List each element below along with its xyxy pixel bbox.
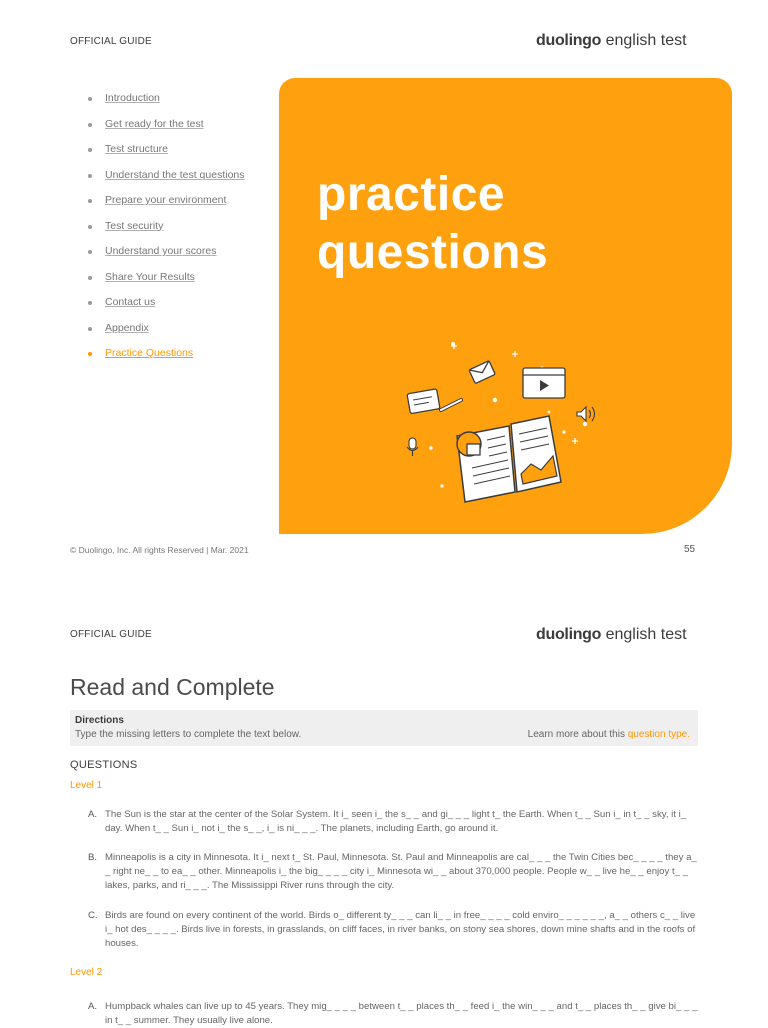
toc-item-test-security[interactable]	[88, 220, 245, 246]
toc-item-understand-scores[interactable]	[88, 245, 245, 271]
table-of-contents	[88, 92, 245, 373]
question-item	[88, 909, 700, 951]
level-1-heading: Level 1	[70, 780, 103, 791]
toc-link[interactable]: Understand your scores	[105, 245, 217, 257]
question-letter: A.	[88, 809, 98, 820]
question-item	[88, 851, 700, 893]
duolingo-logo	[536, 32, 687, 50]
toc-link[interactable]: Test security	[105, 219, 164, 232]
logo-rest-text: english test	[605, 626, 687, 643]
toc-link-active[interactable]: Practice Questions	[105, 347, 194, 359]
logo-rest-text: english test	[605, 32, 687, 49]
question-text: Birds are found on every continent of the world. Birds o_ different ty_ _ _ can li_ _ in free_ _ _ _ cold enviro_ _ _ _ _ _, a_ _ others c_ _ live i_ hot des_ _ _ _. Birds live in forests, in grasslands, on cliff faces, in river banks, on stony sea shores, down mine shafts and in the roofs of houses.	[105, 910, 696, 949]
toc-link[interactable]: Test structure	[105, 143, 169, 155]
toc-item-get-ready[interactable]	[88, 118, 245, 144]
toc-item-introduction[interactable]	[88, 92, 245, 118]
toc-item-understand-questions[interactable]	[88, 169, 245, 195]
question-text: The Sun is the star at the center of the Solar System. It i_ seen i_ the s_ _ and gi_ _ _ light t_ the Earth. When t_ _ Sun i_ in t_ _ sky, it i_ day. When t_ _ Sun i_ not i_ the s_ _, i_ is ni_ _ _. The planets, including Earth, go around it.	[105, 809, 687, 834]
directions-text: Type the missing letters to complete the text below.	[75, 729, 302, 740]
toc-link[interactable]: Contact us	[105, 296, 156, 308]
question-text: Humpback whales can live up to 45 years. They mig_ _ _ _ between t_ _ places th_ _ feed i_ the win_ _ _ and t_ _ places th_ _ give bi_ _ _ in t_ _ summer. They usually live alone.	[105, 1001, 698, 1026]
toc-item-prepare-environment[interactable]	[88, 194, 245, 220]
question-type-link[interactable]: question type.	[627, 729, 690, 740]
question-letter: A.	[88, 1001, 98, 1012]
level-2-heading: Level 2	[70, 967, 103, 978]
toc-link[interactable]: Understand the test questions	[105, 168, 245, 181]
question-text: Minneapolis is a city in Minnesota. It i_ next t_ St. Paul, Minnesota. St. Paul and Minneapolis are cal_ _ _ the Twin Cities bec_ _ _ _ they a_ _ right ne_ _ to ea_ _ other. Minneapolis i_ the big_ _ _ _ city i_ Minnesota wi_ _ about 370,000 people. People w_ _ live he_ _ enjoy t_ _ lakes, parks, and ri_ _ _. The Mississippi River runs through the city.	[105, 852, 697, 891]
logo-bold-text: duolingo	[536, 626, 602, 643]
toc-link[interactable]: Share Your Results	[105, 270, 195, 283]
section-title: Read and Complete	[70, 674, 275, 700]
duolingo-logo	[536, 626, 687, 644]
practice-illustration	[279, 78, 732, 534]
page-number: 55	[684, 544, 696, 555]
microphone-icon	[407, 438, 418, 456]
toc-link[interactable]: Introduction	[105, 92, 160, 104]
directions-box	[70, 710, 698, 746]
toc-item-share-results[interactable]	[88, 271, 245, 297]
footer-copyright: © Duolingo, Inc. All rights Reserved | Mar. 2021	[70, 545, 249, 555]
header-label: OFFICIAL GUIDE	[70, 36, 152, 47]
question-item	[88, 808, 700, 836]
question-letter: C.	[88, 910, 98, 921]
open-book-icon	[457, 416, 561, 502]
hero-title-line2: questions	[317, 226, 549, 279]
toc-item-practice-questions[interactable]	[88, 347, 245, 373]
hero-title-line1: practice	[317, 168, 506, 221]
learn-more-prefix: Learn more about this	[527, 729, 628, 740]
toc-item-contact-us[interactable]	[88, 296, 245, 322]
toc-item-appendix[interactable]	[88, 322, 245, 348]
hero-banner	[279, 78, 732, 534]
pencil-icon	[441, 400, 461, 410]
toc-item-test-structure[interactable]	[88, 143, 245, 169]
envelope-icon	[469, 361, 495, 384]
questions-heading: QUESTIONS	[70, 759, 138, 771]
video-player-icon	[523, 368, 565, 398]
directions-label: Directions	[75, 715, 124, 726]
speaker-icon	[577, 407, 595, 421]
question-letter: B.	[88, 852, 98, 863]
learn-more-text	[528, 729, 690, 740]
logo-bold-text: duolingo	[536, 32, 602, 49]
chat-bubble-icon	[407, 389, 440, 414]
header-label: OFFICIAL GUIDE	[70, 629, 152, 640]
toc-link[interactable]: Appendix	[105, 321, 149, 334]
toc-link[interactable]: Get ready for the test	[105, 117, 204, 130]
toc-link[interactable]: Prepare your environment	[105, 194, 227, 206]
